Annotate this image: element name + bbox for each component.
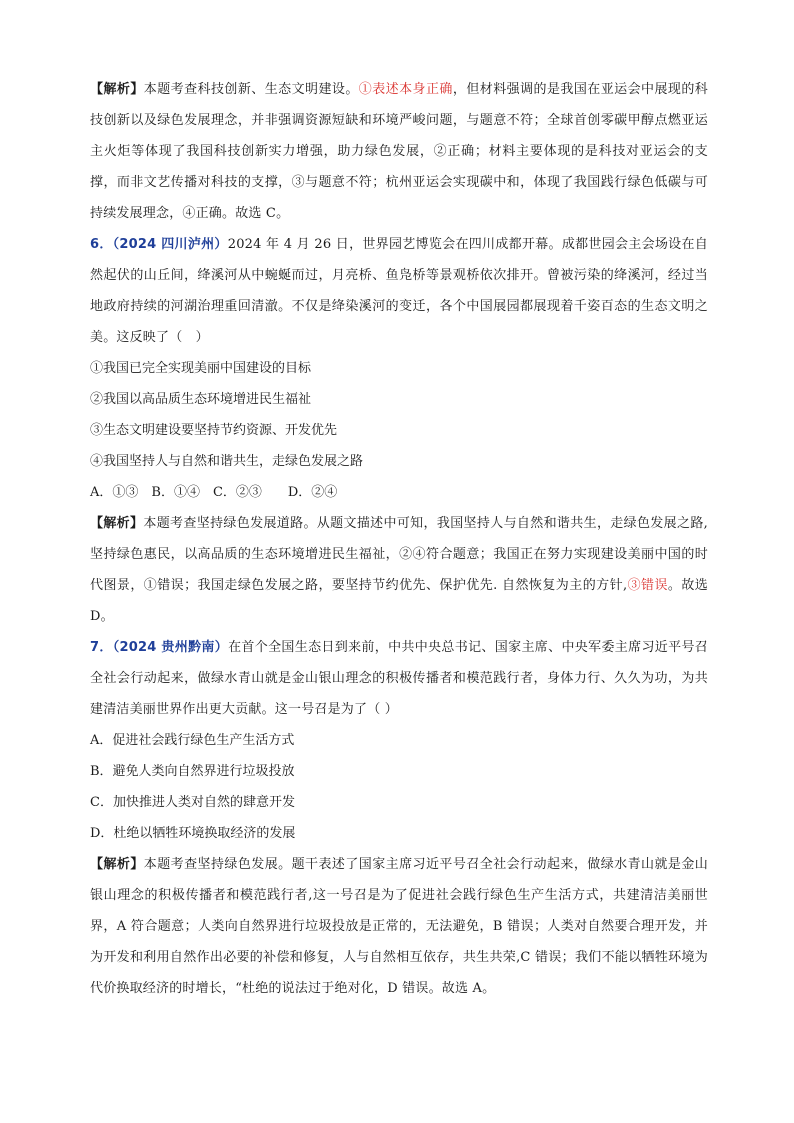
q7-option-d: D．杜绝以牺牲环境换取经济的发展 [90,826,296,841]
question-text: 在首个全国生态日到来前，中共中央总书记、国家主席、中央军委主席习近平号召全社会行动起来，做绿水青山就是金山银山理念的积极传播者和模范践行者，身体力行、久久为功，为共建清洁美丽世界作出更大贡献。这一号召是为了（ ） [90,640,708,717]
question-source: （2024 四川泸州） [112,237,228,252]
q7-option-b: B．避免人类向自然界进行垃圾投放 [90,764,295,779]
analysis-text: 本题考查坚持绿色发展。题干表述了国家主席习近平号召全社会行动起来，做绿水青山就是金山银山理念的积极传播者和模范践行者,这一号召是为了促进社会践行绿色生产生活方式，共建清洁美丽世界，A 符合题意；人类向自然界进行垃圾投放是正常的，无法避免，B 错误；人类对自然要合理开发，并为开发和利用自然作出必要的补偿和修复，人与自然相互依存，共生共荣,C 错误；我们不能以牺牲环境为代价换取经济的时增长，“杜绝的说法过于绝对化，D 错误。故选 A。 [90,857,708,996]
q6-choices: A．①③ B．①④ C．②③ D．②④ [90,485,338,500]
q7-stem [90,632,708,725]
q6-item-3: ③生态文明建设要坚持节约资源、开发优先 [90,423,338,438]
q6-item-2: ②我国以高品质生态环境增进民生福祉 [90,392,312,407]
analysis-tag: 【解析】 [90,857,144,872]
question-number: 7． [90,640,113,655]
analysis-text: ，但材料强调的是我国在亚运会中展现的科技创新以及绿色发展理念，并非强调资源短缺和环境严峻问题，与题意不符；全球首创零碳甲醇点燃亚运主火炬等体现了我国科技创新实力增强，助力绿色发展，②正确；材料主要体现的是科技对亚运会的支撑，而非文艺传播对科技的支撑，③与题意不符；杭州亚运会实现碳中和，体现了我国践行绿色低碳与可持续发展理念，④正确。故选 C。 [90,82,708,221]
q7-analysis [90,849,708,1004]
question-number: 6． [90,237,113,252]
q7-option-a: A．促进社会践行绿色生产生活方式 [90,733,295,748]
question-source: （2024 贵州黔南） [112,640,229,655]
analysis-text: 本题考查科技创新、生态文明建设。 [143,82,359,97]
q5-analysis [90,74,708,229]
q6-item-1: ①我国已完全实现美丽中国建设的目标 [90,361,312,376]
question-text: 2024 年 4 月 26 日，世界园艺博览会在四川成都开幕。成都世园会主会场设在自然起伏的山丘间，绛溪河从中蜿蜒而过，月亮桥、鱼凫桥等景观桥依次排开。曾被污染的绛溪河，经过当地政府持续的河湖治理重回清澈。不仅是绛染溪河的变迁，各个中国展园都展现着千姿百态的生态文明之美。这反映了（ ） [90,237,708,345]
analysis-tag: 【解析】 [90,82,144,97]
analysis-highlight: ③错误 [627,578,668,593]
analysis-text: 。故选 D。 [90,578,708,624]
analysis-highlight: ①表述本身正确 [358,82,453,97]
document-page [90,74,708,1004]
analysis-tag: 【解析】 [90,516,144,531]
q6-analysis [90,508,708,632]
q6-item-4: ④我国坚持人与自然和谐共生，走绿色发展之路 [90,454,364,469]
analysis-text: 本题考查坚持绿色发展道路。从题文描述中可知，我国坚持人与自然和谐共生，走绿色发展之路,坚持绿色惠民，以高品质的生态环境增进民生福祉，②④符合题意；我国正在努力实现建设美丽中国的时代图景，①错误；我国走绿色发展之路，要坚持节约优先、保护优先. 自然恢复为主的方针, [90,516,708,593]
q7-option-c: C．加快推进人类对自然的肆意开发 [90,795,295,810]
q6-stem [90,229,708,353]
